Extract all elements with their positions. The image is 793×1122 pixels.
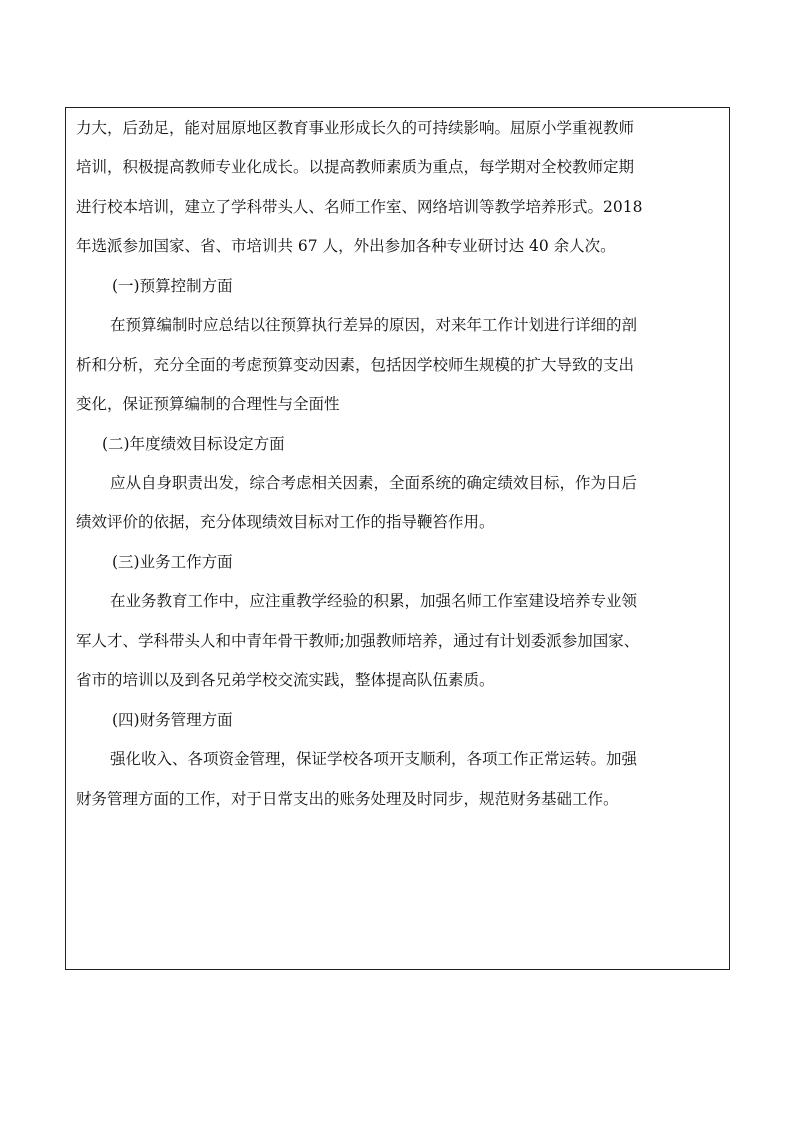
text-line: 变化，保证预算编制的合理性与全面性 xyxy=(76,395,340,413)
section-heading: (一)预算控制方面 xyxy=(112,277,233,295)
text-line: 析和分析，充分全面的考虑预算变动因素，包括因学校师生规模的扩大导致的支出 xyxy=(76,356,635,374)
text-line: 财务管理方面的工作，对于日常支出的账务处理及时同步，规范财务基础工作。 xyxy=(76,790,619,808)
text-line: 强化收入、各项资金管理，保证学校各项开支顺利，各项工作正常运转。加强 xyxy=(110,750,638,768)
text-line: 应从自身职责出发，综合考虑相关因素，全面系统的确定绩效目标，作为日后 xyxy=(110,474,638,492)
section-heading: (二)年度绩效目标设定方面 xyxy=(102,435,285,453)
text-line: 在预算编制时应总结以往预算执行差异的原因，对来年工作计划进行详细的剖 xyxy=(110,316,638,334)
section-heading: (四)财务管理方面 xyxy=(112,711,233,729)
text-line: 军人才、学科带头人和中青年骨干教师;加强教师培养，通过有计划委派参加国家、 xyxy=(76,632,640,650)
text-line: 进行校本培训，建立了学科带头人、名师工作室、网络培训等教学培养形式。2018 xyxy=(76,198,643,216)
text-line: 培训，积极提高教师专业化成长。以提高教师素质为重点，每学期对全校教师定期 xyxy=(76,158,635,176)
text-line: 在业务教育工作中，应注重教学经验的积累，加强名师工作室建设培养专业领 xyxy=(110,592,638,610)
text-line: 年选派参加国家、省、市培训共 67 人，外出参加各种专业研讨达 40 余人次。 xyxy=(76,237,616,255)
text-line: 绩效评价的依据，充分体现绩效目标对工作的指导鞭笞作用。 xyxy=(76,513,495,531)
text-line: 省市的培训以及到各兄弟学校交流实践，整体提高队伍素质。 xyxy=(76,671,495,689)
text-line: 力大，后劲足，能对屈原地区教育事业形成长久的可持续影响。屈原小学重视教师 xyxy=(76,119,635,137)
section-heading: (三)业务工作方面 xyxy=(112,553,233,571)
document-frame xyxy=(65,107,730,970)
